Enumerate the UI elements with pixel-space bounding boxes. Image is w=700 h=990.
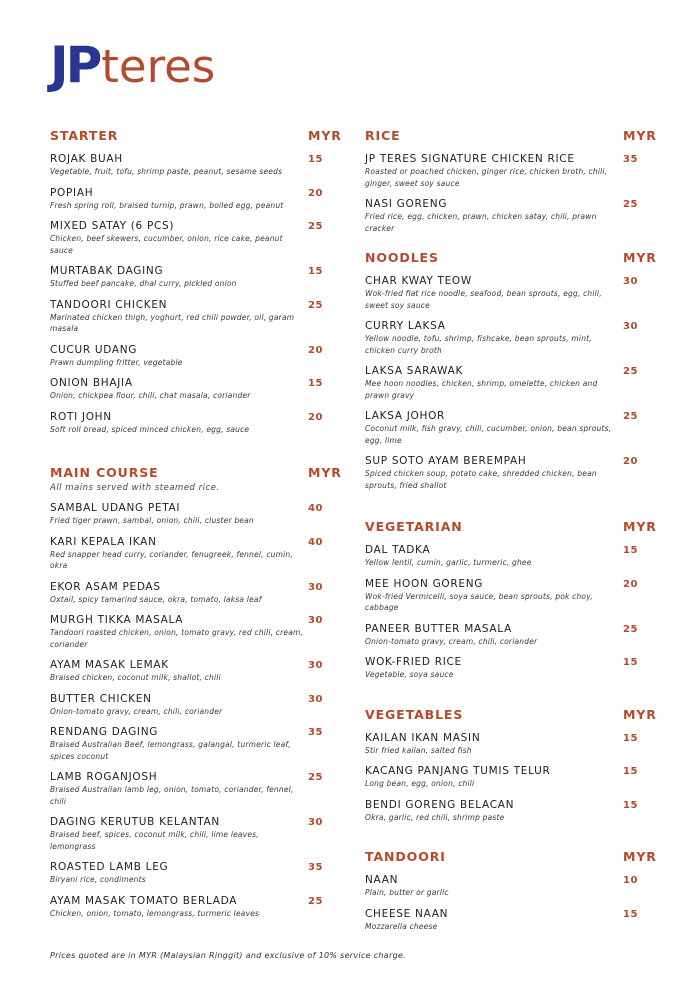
menu-item-name: AYAM MASAK LEMAK xyxy=(50,659,169,671)
menu-item-description: Prawn dumpling fritter, vegetable xyxy=(50,357,183,367)
menu-item-description: Biryani rice, condiments xyxy=(50,875,146,884)
menu-item-price: 15 xyxy=(623,732,638,744)
menu-item xyxy=(365,543,655,569)
menu-item-description: Vegetable, soya sauce xyxy=(365,670,454,679)
menu-item-name: BENDI GORENG BELACAN xyxy=(365,798,515,811)
menu-item xyxy=(50,535,340,572)
logo-teres: teres xyxy=(101,40,216,93)
menu-item-name: LAMB ROGANJOSH xyxy=(50,771,158,783)
menu-item-name: KACANG PANJANG TUMIS TELUR xyxy=(365,765,551,777)
menu-item-name: MURGH TIKKA MASALA xyxy=(50,614,184,626)
menu-item-price: 20 xyxy=(623,578,638,590)
menu-item-price: 30 xyxy=(308,817,323,828)
section-currency: MYR xyxy=(623,849,657,864)
menu-item-name: BUTTER CHICKEN xyxy=(50,692,152,705)
menu-item-description: Yellow noodle, tofu, shrimp, fishcake, bean sprouts, mint, chicken curry broth xyxy=(365,334,592,355)
menu-item-description: Braised chicken, coconut milk, shallot, chili xyxy=(50,673,221,682)
menu-item xyxy=(365,798,655,824)
menu-item-name: SAMBAL UDANG PETAI xyxy=(50,502,181,514)
menu-item-name: RENDANG DAGING xyxy=(50,726,159,738)
section-currency: MYR xyxy=(308,128,342,143)
menu-item-price: 20 xyxy=(623,456,638,467)
menu-item-price: 40 xyxy=(308,503,323,514)
menu-item-price: 25 xyxy=(308,895,323,907)
menu-item-description: Braised Australian Beef, lemongrass, galangal, turmeric leaf, spices coconut xyxy=(50,740,291,761)
menu-item-price: 15 xyxy=(623,908,638,920)
menu-item xyxy=(50,658,340,684)
menu-item xyxy=(50,264,340,290)
menu-item-price: 30 xyxy=(308,615,323,626)
menu-item xyxy=(365,197,655,234)
menu-item-price: 25 xyxy=(623,623,638,635)
section-title: NOODLES xyxy=(365,250,439,265)
menu-item xyxy=(50,860,340,886)
menu-item-description: Fried tiger prawn, sambal, onion, chili, cluster bean xyxy=(50,516,254,525)
menu-item xyxy=(50,219,340,256)
menu-item-price: 15 xyxy=(308,154,323,165)
menu-item xyxy=(50,580,340,606)
menu-item-list xyxy=(50,501,340,919)
menu-item-name: WOK-FRIED RICE xyxy=(365,656,462,668)
menu-item-price: 10 xyxy=(623,875,638,886)
menu-item-price: 15 xyxy=(623,799,638,811)
menu-item-price: 25 xyxy=(623,366,638,377)
menu-item xyxy=(50,725,340,762)
section-header xyxy=(50,128,340,144)
menu-item-name: MIXED SATAY (6 PCS) xyxy=(50,220,175,232)
section-title: VEGETARIAN xyxy=(365,519,463,534)
menu-item-description: Mozzarella cheese xyxy=(365,921,438,931)
menu-item-list xyxy=(365,274,655,491)
menu-section xyxy=(365,250,655,491)
section-title: VEGETABLES xyxy=(365,706,464,722)
menu-item-description: Onion, chickpea flour, chili, chat masala, coriander xyxy=(50,391,251,400)
menu-item xyxy=(365,364,655,401)
menu-item-name: LAKSA SARAWAK xyxy=(365,365,464,377)
logo-jp: JP xyxy=(50,36,100,94)
menu-item-name: CHAR KWAY TEOW xyxy=(365,275,472,287)
menu-item-name: DAGING KERUTUB KELANTAN xyxy=(50,816,220,828)
menu-section xyxy=(365,519,655,681)
menu-item-description: Soft roll bread, spiced minced chicken, egg, sauce xyxy=(50,424,250,434)
menu-item xyxy=(50,152,340,178)
menu-item-description: Spiced chicken soup, potato cake, shredded chicken, bean sprouts, fried shallot xyxy=(365,469,597,490)
menu-item-price: 15 xyxy=(308,378,323,389)
menu-item-description: Plain, butter or garlic xyxy=(365,888,449,897)
restaurant-logo xyxy=(50,36,216,94)
menu-item-description: Red snapper head curry, coriander, fenugreek, fennel, cumin, okra xyxy=(50,549,293,570)
menu-item-price: 25 xyxy=(623,411,638,422)
menu-item-description: Mee hoon noodles, chicken, shrimp, omelette, chicken and prawn gravy xyxy=(365,379,598,400)
menu-item-description: Tandoori roasted chicken, onion, tomato gravy, red chili, cream, coriander xyxy=(50,628,304,649)
menu-item-description: Chicken, beef skewers, cucumber, onion, rice cake, peanut sauce xyxy=(50,234,283,255)
menu-item-description: Marinated chicken thigh, yoghurt, red chili powder, oil, garam masala xyxy=(50,312,295,333)
menu-item-name: MEE HOON GORENG xyxy=(365,577,484,590)
menu-item-price: 20 xyxy=(308,187,323,199)
price-footnote: Prices quoted are in MYR (Malaysian Ringgit) and exclusive of 10% service charge. xyxy=(50,951,407,960)
menu-item xyxy=(50,376,340,402)
menu-item xyxy=(365,454,655,491)
menu-item-price: 20 xyxy=(308,344,323,356)
menu-item-description: Long bean, egg, onion, chili xyxy=(365,779,475,788)
menu-item-price: 15 xyxy=(623,657,638,668)
menu-item-price: 15 xyxy=(623,766,638,777)
menu-item-description: Braised beef, spices, coconut milk, chili, lime leaves, lemongrass xyxy=(50,830,259,851)
menu-item-name: TANDOORI CHICKEN xyxy=(50,298,168,311)
menu-item-description: Wok-fried flat rice noodle, seafood, bean sprouts, egg, chili, sweet soy sauce xyxy=(365,289,602,310)
menu-item xyxy=(50,692,340,718)
section-title: MAIN COURSE xyxy=(50,465,159,480)
menu-item-description: Fried rice, egg, chicken, prawn, chicken satay, chili, prawn cracker xyxy=(365,212,597,233)
menu-item-name: EKOR ASAM PEDAS xyxy=(50,580,161,593)
menu-item-name: NASI GORENG xyxy=(365,198,448,210)
menu-item-name: KAILAN IKAN MASIN xyxy=(365,731,481,744)
menu-item-list xyxy=(365,873,655,932)
section-header xyxy=(365,128,655,144)
menu-item xyxy=(50,186,340,212)
menu-item xyxy=(50,410,340,436)
section-currency: MYR xyxy=(623,706,657,722)
menu-item-name: JP TERES SIGNATURE CHICKEN RICE xyxy=(365,153,575,165)
menu-section xyxy=(365,128,655,234)
menu-item xyxy=(365,764,655,790)
section-title: RICE xyxy=(365,128,401,143)
menu-item-name: DAL TADKA xyxy=(365,544,431,556)
menu-item-name: CURRY LAKSA xyxy=(365,320,446,332)
section-header xyxy=(365,707,655,723)
section-title: TANDOORI xyxy=(365,849,446,864)
menu-item-description: Stir fried kailan, salted fish xyxy=(365,745,472,755)
menu-section xyxy=(365,707,655,824)
menu-item-name: MURTABAK DAGING xyxy=(50,265,164,277)
menu-item-name: CUCUR UDANG xyxy=(50,343,138,356)
menu-item-price: 30 xyxy=(623,276,638,287)
menu-item-name: LAKSA JOHOR xyxy=(365,410,446,422)
menu-item-description: Oxtail, spicy tamarind sauce, okra, tomato, laksa leaf xyxy=(50,594,262,604)
menu-item-description: Wok-fried Vermicelli, soya sauce, bean sprouts, pok choy, cabbage xyxy=(365,591,593,612)
menu-item-description: Vegetable, fruit, tofu, shrimp paste, peanut, sesame seeds xyxy=(50,167,283,176)
menu-column-left xyxy=(50,128,340,935)
menu-item xyxy=(50,815,340,852)
menu-item-list xyxy=(365,543,655,681)
section-currency: MYR xyxy=(623,128,657,143)
menu-item xyxy=(50,501,340,527)
section-header xyxy=(365,519,655,535)
menu-section xyxy=(50,128,340,435)
menu-item-list xyxy=(365,152,655,234)
menu-item-name: SUP SOTO AYAM BEREMPAH xyxy=(365,455,527,467)
menu-item xyxy=(365,577,655,614)
menu-item-price: 25 xyxy=(308,221,323,232)
section-header xyxy=(365,250,655,266)
section-currency: MYR xyxy=(308,465,342,480)
menu-item-price: 30 xyxy=(623,321,638,332)
menu-item-price: 25 xyxy=(308,299,323,311)
section-currency: MYR xyxy=(623,250,657,265)
menu-item-price: 25 xyxy=(623,199,638,210)
menu-item xyxy=(365,622,655,648)
menu-item-price: 25 xyxy=(308,772,323,783)
menu-item-name: AYAM MASAK TOMATO BERLADA xyxy=(50,894,238,907)
menu-item-list xyxy=(50,152,340,435)
menu-item-description: Braised Australian lamb leg, onion, tomato, coriander, fennel, chili xyxy=(50,785,294,806)
menu-item xyxy=(365,731,655,757)
section-header xyxy=(50,465,340,481)
menu-item xyxy=(365,274,655,311)
section-title: STARTER xyxy=(50,128,119,143)
menu-item-price: 35 xyxy=(623,154,638,165)
menu-item xyxy=(365,152,655,189)
menu-item-description: Onion-tomato gravy, cream, chili, coriander xyxy=(365,636,538,646)
menu-item-list xyxy=(365,731,655,824)
menu-item-price: 30 xyxy=(308,660,323,671)
menu-item xyxy=(50,343,340,369)
menu-item-description: Stuffed beef pancake, dhal curry, pickled onion xyxy=(50,279,237,288)
section-header xyxy=(365,849,655,865)
menu-item-price: 15 xyxy=(623,545,638,556)
menu-item-price: 20 xyxy=(308,411,323,423)
menu-item-name: PANEER BUTTER MASALA xyxy=(365,622,512,635)
menu-item-description: Fresh spring roll, braised turnip, prawn, boiled egg, peanut xyxy=(50,200,284,210)
menu-item-price: 35 xyxy=(308,727,323,738)
menu-item-description: Coconut milk, fish gravy, chili, cucumber, onion, bean sprouts, egg, lime xyxy=(365,424,612,445)
menu-item xyxy=(50,613,340,650)
menu-item-name: ROTI JOHN xyxy=(50,410,112,423)
menu-section xyxy=(50,465,340,919)
section-note: All mains served with steamed rice. xyxy=(50,483,220,493)
menu-item-description: Onion-tomato gravy, cream, chili, coriander xyxy=(50,706,223,716)
menu-item-price: 15 xyxy=(308,266,323,277)
menu-item-price: 35 xyxy=(308,862,323,873)
menu-item-description: Yellow lentil, cumin, garlic, turmeric, ghee xyxy=(365,558,532,567)
menu-item-description: Okra, garlic, red chili, shrimp paste xyxy=(365,812,505,822)
menu-item-name: CHEESE NAAN xyxy=(365,907,449,920)
menu-item-description: Chicken, onion, tomato, lemongrass, turmeric leaves xyxy=(50,908,260,918)
menu-item-name: NAAN xyxy=(365,874,399,886)
menu-item xyxy=(50,770,340,807)
menu-item-name: POPIAH xyxy=(50,186,94,199)
menu-item-price: 30 xyxy=(308,581,323,593)
menu-item-name: KARI KEPALA IKAN xyxy=(50,535,157,548)
menu-item-price: 30 xyxy=(308,693,323,705)
menu-column-right xyxy=(365,128,655,948)
menu-item-description: Roasted or poached chicken, ginger rice, chicken broth, chili, ginger, sweet soy sauce xyxy=(365,167,608,188)
menu-item-name: ONION BHAJIA xyxy=(50,377,133,389)
menu-section xyxy=(365,849,655,932)
menu-item xyxy=(365,319,655,356)
menu-item xyxy=(365,873,655,899)
menu-item xyxy=(50,894,340,920)
menu-item-price: 40 xyxy=(308,536,323,548)
menu-item-name: ROJAK BUAH xyxy=(50,153,123,165)
section-currency: MYR xyxy=(623,519,657,534)
menu-item xyxy=(365,409,655,446)
menu-item xyxy=(365,655,655,681)
menu-item xyxy=(50,298,340,335)
menu-item-name: ROASTED LAMB LEG xyxy=(50,861,169,873)
menu-item xyxy=(365,907,655,933)
